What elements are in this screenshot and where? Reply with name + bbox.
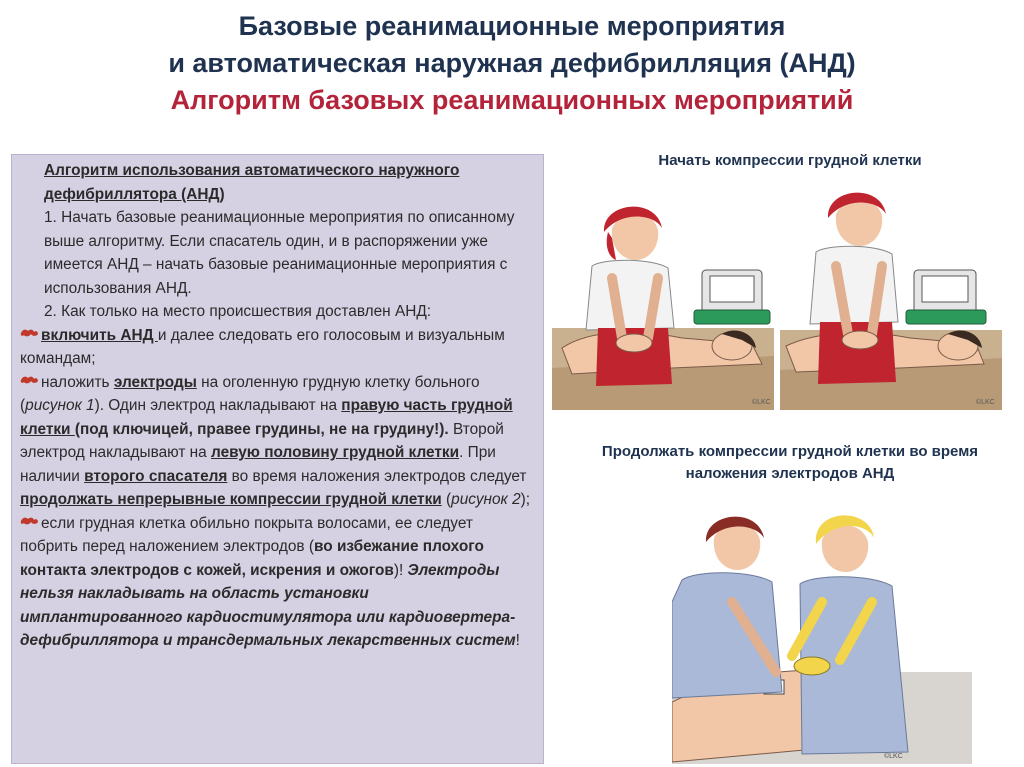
cpr-illustration-1 (552, 188, 774, 410)
step-1: 1. Начать базовые реанимационные мероприятия по описанному выше алгоритму. Если спасатель один, и в распоряжении уже имеется АНД – начать базовые реанимационные мероприятия с использования АНД. (44, 209, 515, 297)
bullet-item-1: включить АНД и далее следовать его голосовым и визуальным командам; (20, 326, 505, 367)
bullet-item-2: наложить электроды на оголенную грудную клетку больного (рисунок 1). Один электрод накладывают на правую часть грудной клетки (под ключицей, правее грудины, не на грудину!). Второй электрод накладывают на левую половину грудной клетки. При наличии второго спасателя во время наложения электродов следует продолжать непрерывные компрессии грудной клетки (рисунок 2); (20, 373, 531, 508)
svg-text:©LKC: ©LKC (752, 399, 771, 406)
slide-title (0, 8, 1024, 119)
title-line-1: Базовые реанимационные мероприятия (238, 11, 786, 41)
svg-text:©LKC: ©LKC (884, 753, 903, 760)
title-line-3: Алгоритм базовых реанимационных мероприятий (170, 85, 854, 115)
cpr-illustration-2 (780, 180, 1002, 410)
caption-top: Начать компрессии грудной клетки (658, 152, 922, 169)
step-2: 2. Как только на место происшествия доставлен АНД: (44, 303, 432, 320)
panel-heading: Алгоритм использования автоматического наружного дефибриллятора (АНД) (44, 162, 460, 203)
algorithm-panel (11, 154, 544, 764)
bullet-icon (20, 328, 39, 338)
two-rescuer-illustration (672, 502, 972, 764)
bullet-icon (20, 516, 39, 526)
bullet-item-3: если грудная клетка обильно покрыта волосами, ее следует побрить перед наложением электродов (во избежание плохого контакта электродов с кожей, искрения и ожогов)! Электроды нельзя накладывать на область установки имплантированного кардиостимулятора или кардиовертера-дефибриллятора и трансдермальных лекарственных систем! (20, 514, 520, 649)
caption-bottom: Продолжать компрессии грудной клетки во время наложения электродов АНД (601, 443, 979, 482)
title-line-2: и автоматическая наружная дефибрилляция (АНД) (168, 48, 856, 78)
svg-text:©LKC: ©LKC (976, 399, 995, 406)
bullet-icon (20, 375, 39, 385)
